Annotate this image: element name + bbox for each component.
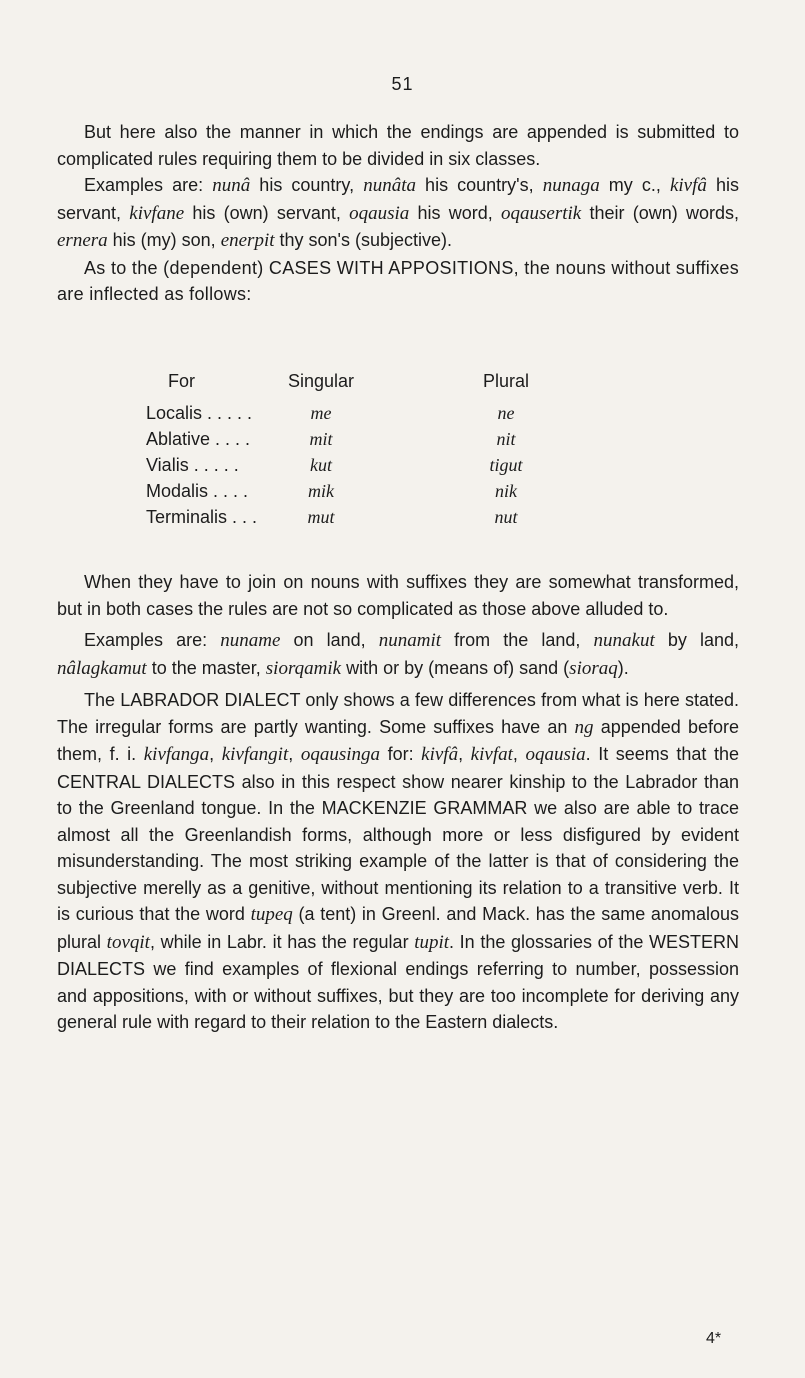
case-name: Localis . . . . . (146, 403, 253, 423)
singular-ending: mik (308, 481, 334, 501)
table-row (146, 403, 576, 429)
paragraph-text: ). (617, 657, 629, 678)
paragraph-text: . It seems that the CENTRAL DIALECTS also in this respect show nearer kinship to the Labrador than to the Greenland tongue. In the MACKENZIE GRAMMAR we also are able to trace almost all the Greenlandish forms, although more or less disfigured by evident misunderstanding. The most striking example of the latter is that of considering the subjective merelly as a genitive, without mentioning its relation to a transitive verb. It is curious that the word (57, 744, 739, 924)
singular-ending: me (310, 403, 332, 423)
example-word: sioraq (569, 657, 618, 679)
example-word: nunaga (542, 175, 600, 196)
singular-ending: kut (310, 455, 332, 475)
paragraph-text: The LABRADOR DIALECT only shows a few differences from what is here stated. The irregular forms are partly wanting. Some suffixes have an (57, 690, 739, 737)
case-name: Modalis . . . . (146, 481, 249, 501)
paragraph-text: his country's, (415, 175, 543, 195)
plural-ending: nit (496, 429, 516, 449)
example-word: oqausia (349, 202, 410, 224)
example-word: kivfangit (221, 744, 289, 765)
table-row (146, 429, 576, 455)
paragraph-text: his (own) servant, (184, 202, 350, 223)
example-word: siorqamik (265, 657, 342, 679)
example-word: nâlagkamut (57, 657, 147, 679)
paragraph-text: their (own) words, (581, 202, 739, 223)
paragraph-text: his (my) son, (107, 230, 221, 250)
example-word: kivfane (129, 202, 185, 224)
paragraph-text: As to the (dependent) CASES WITH APPOSITIONS, the nouns without suffixes are inflected as follows: (57, 257, 739, 304)
cases-table (146, 371, 576, 533)
example-word: kivfanga (143, 744, 210, 765)
paragraph-text: . In the glossaries of the WESTERN DIALECTS we find examples of flexional endings referring to number, possession and appositions, with or without suffixes, but they are too incomplete for deriving any general rule with regard to their relation to the Eastern dialects. (57, 931, 739, 1032)
singular-ending: mut (307, 507, 335, 527)
plural-ending: nut (494, 507, 518, 527)
singular-ending: mit (309, 429, 333, 449)
example-word: nunamit (378, 630, 442, 651)
table-row (146, 507, 576, 533)
example-word: oqausertik (501, 202, 582, 224)
plural-ending: tigut (489, 455, 523, 475)
paragraph-text: (a tent) in Greenl. and Mack. has the same anomalous plural (57, 904, 739, 952)
paragraph-examples-suffixes (57, 172, 739, 255)
paragraph-text: Examples are: (84, 175, 213, 195)
example-word: oqausia (525, 744, 586, 765)
table-row (146, 455, 576, 481)
paragraph-text: my c., (599, 175, 670, 195)
example-word: nunâta (363, 175, 416, 196)
paragraph-text: by land, (654, 630, 739, 650)
example-word: ernera (57, 230, 108, 251)
example-word: nunakut (593, 630, 655, 651)
paragraph-text: , (512, 744, 526, 764)
paragraph-text: , (288, 744, 301, 764)
paragraph-text: to the master, (146, 657, 266, 678)
paragraph-text: his servant, (57, 175, 739, 223)
paragraph-classes (57, 119, 739, 172)
paragraph-text: for: (380, 744, 422, 764)
paragraph-text: , while in Labr. it has the regular (149, 931, 415, 952)
paragraph-text: his word, (409, 202, 502, 223)
paragraph-text: When they have to join on nouns with suffixes they are somewhat transformed, but in both cases the rules are not so complicated as those above alluded to. (57, 572, 739, 619)
paragraph-text: on land, (280, 630, 379, 650)
header-for: For (168, 371, 195, 391)
example-word: nuname (220, 630, 281, 651)
plural-ending: nik (495, 481, 517, 501)
example-word: kivfat (470, 744, 513, 765)
example-word: tovqit (106, 931, 150, 953)
paragraph-text: But here also the manner in which the endings are appended is submitted to complicated rules requiring them to be divided in six classes. (57, 122, 739, 169)
example-word: ng (574, 716, 594, 738)
paragraph-text: , (458, 744, 471, 764)
signature-mark: 4* (706, 1330, 722, 1347)
example-word: tupit (414, 931, 450, 953)
example-word: kivfâ (669, 175, 707, 196)
example-word: kivfâ (421, 744, 459, 765)
example-word: oqausinga (300, 744, 380, 765)
paragraph-cases-intro (57, 255, 739, 308)
case-name: Terminalis . . . (146, 507, 258, 527)
paragraph-text: appended before them, f. i. (57, 716, 739, 764)
paragraph-text: from the land, (441, 630, 594, 650)
example-word: tupeq (250, 904, 293, 925)
table-row (146, 481, 576, 507)
case-name: Ablative . . . . (146, 429, 251, 449)
paragraph-text: his country, (250, 175, 364, 195)
header-singular: Singular (287, 371, 355, 391)
text-block-top (57, 119, 739, 308)
example-word: enerpit (220, 230, 275, 251)
plural-ending: ne (497, 403, 515, 423)
case-name: Vialis . . . . . (146, 455, 239, 475)
paragraph-examples-cases (57, 627, 739, 682)
example-word: nunâ (212, 175, 251, 196)
header-plural: Plural (482, 371, 530, 391)
paragraph-text: Examples are: (84, 630, 221, 650)
paragraph-text: with or by (means of) sand ( (341, 657, 570, 678)
table-header-row (146, 371, 576, 403)
page-number: 51 (391, 74, 414, 94)
paragraph-text: thy son's (subjective). (274, 230, 453, 250)
paragraph-transform (57, 569, 739, 622)
text-block-bottom (57, 569, 739, 1036)
paragraph-dialects (57, 687, 739, 1036)
paragraph-text: , (209, 744, 222, 764)
